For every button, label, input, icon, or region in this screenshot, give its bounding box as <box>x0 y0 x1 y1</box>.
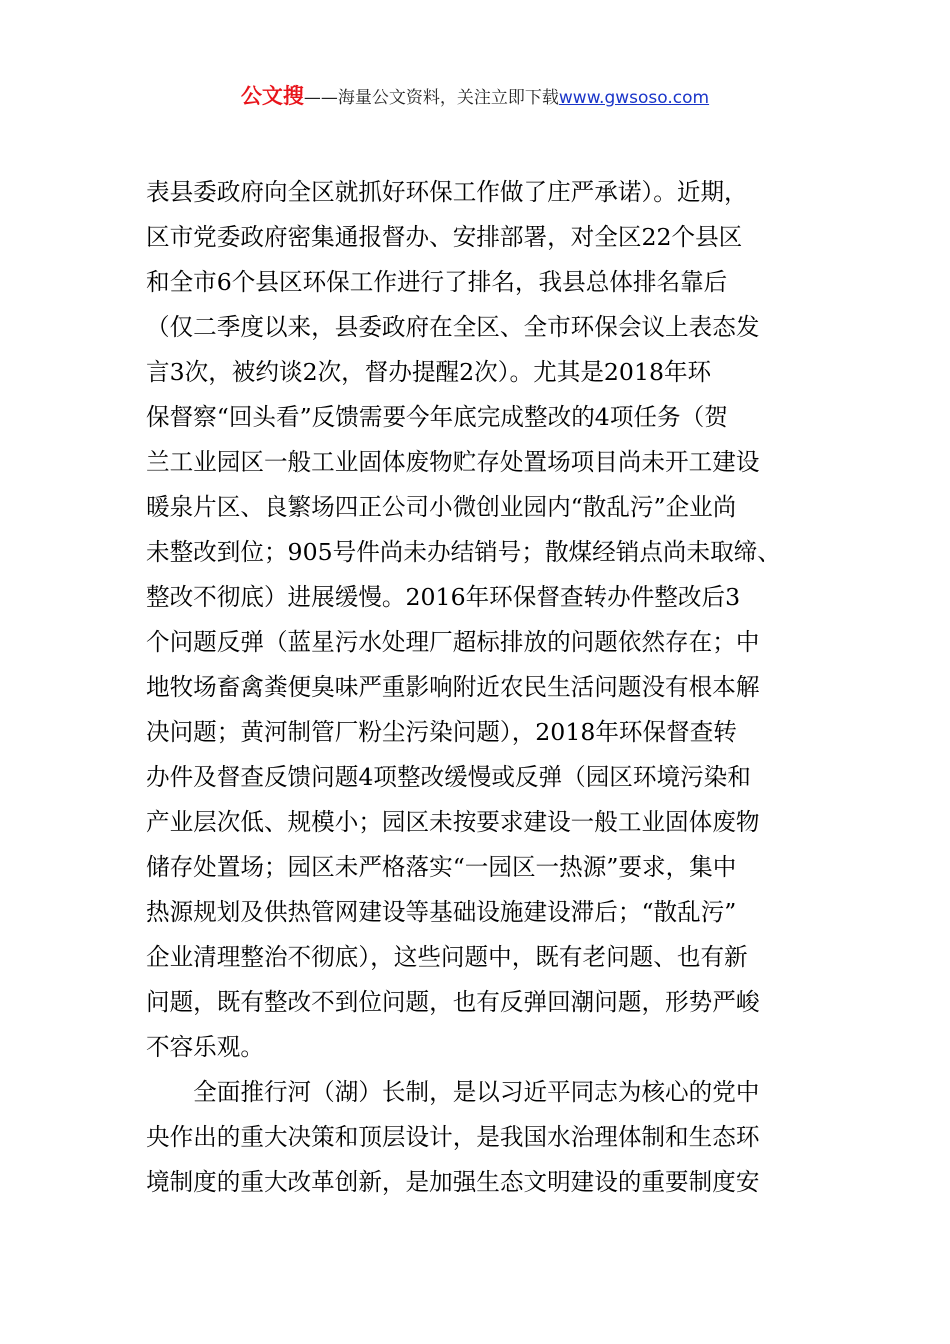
text-line: 产业层次低、规模小；园区未按要求建设一般工业固体废物 <box>146 808 760 836</box>
text-line: 全面推行河（湖）长制，是以习近平同志为核心的党中 <box>146 1078 760 1106</box>
page-header <box>0 83 950 111</box>
text-line: 兰工业园区一般工业固体废物贮存处置场项目尚未开工建设 <box>146 448 760 476</box>
text-line: 央作出的重大决策和顶层设计，是我国水治理体制和生态环 <box>146 1123 760 1151</box>
text-line: 个问题反弹（蓝星污水处理厂超标排放的问题依然存在；中 <box>146 628 760 656</box>
text-line: 保督察“回头看”反馈需要今年底完成整改的4项任务（贺 <box>146 403 728 431</box>
text-line: （仅二季度以来，县委政府在全区、全市环保会议上表态发 <box>146 313 760 341</box>
text-line: 言3次，被约谈2次，督办提醒2次）。尤其是2018年环 <box>146 358 712 386</box>
text-line: 问题，既有整改不到位问题，也有反弹回潮问题，形势严峻 <box>146 988 760 1016</box>
text-line: 企业清理整治不彻底），这些问题中，既有老问题、也有新 <box>146 943 748 971</box>
text-line: 办件及督查反馈问题4项整改缓慢或反弹（园区环境污染和 <box>146 763 751 791</box>
text-line: 地牧场畜禽粪便臭味严重影响附近农民生活问题没有根本解 <box>146 673 760 701</box>
website-link[interactable]: www.gwsoso.com <box>558 88 710 108</box>
text-line: 境制度的重大改革创新，是加强生态文明建设的重要制度安 <box>146 1168 760 1196</box>
text-line: 表县委政府向全区就抓好环保工作做了庄严承诺）。近期， <box>146 178 748 206</box>
document-body <box>146 170 808 1205</box>
text-line: 和全市6个县区环保工作进行了排名，我县总体排名靠后 <box>146 268 728 296</box>
text-line: 暖泉片区、良繁场四正公司小微创业园内“散乱污”企业尚 <box>146 493 737 521</box>
text-line: 不容乐观。 <box>146 1033 264 1061</box>
brand-logo-text: 公文搜 <box>240 84 304 108</box>
text-line: 未整改到位；905号件尚未办结销号；散煤经销点尚未取缔、 <box>146 538 781 566</box>
header-tagline: ——海量公文资料，关注立即下载 <box>303 88 559 108</box>
text-line: 整改不彻底）进展缓慢。2016年环保督查转办件整改后3 <box>146 583 741 611</box>
text-line: 储存处置场；园区未严格落实“一园区一热源”要求，集中 <box>146 853 737 881</box>
text-line: 决问题；黄河制管厂粉尘污染问题），2018年环保督查转 <box>146 718 737 746</box>
text-line: 区市党委政府密集通报督办、安排部署，对全区22个县区 <box>146 223 743 251</box>
text-line: 热源规划及供热管网建设等基础设施建设滞后；“散乱污” <box>146 898 737 926</box>
